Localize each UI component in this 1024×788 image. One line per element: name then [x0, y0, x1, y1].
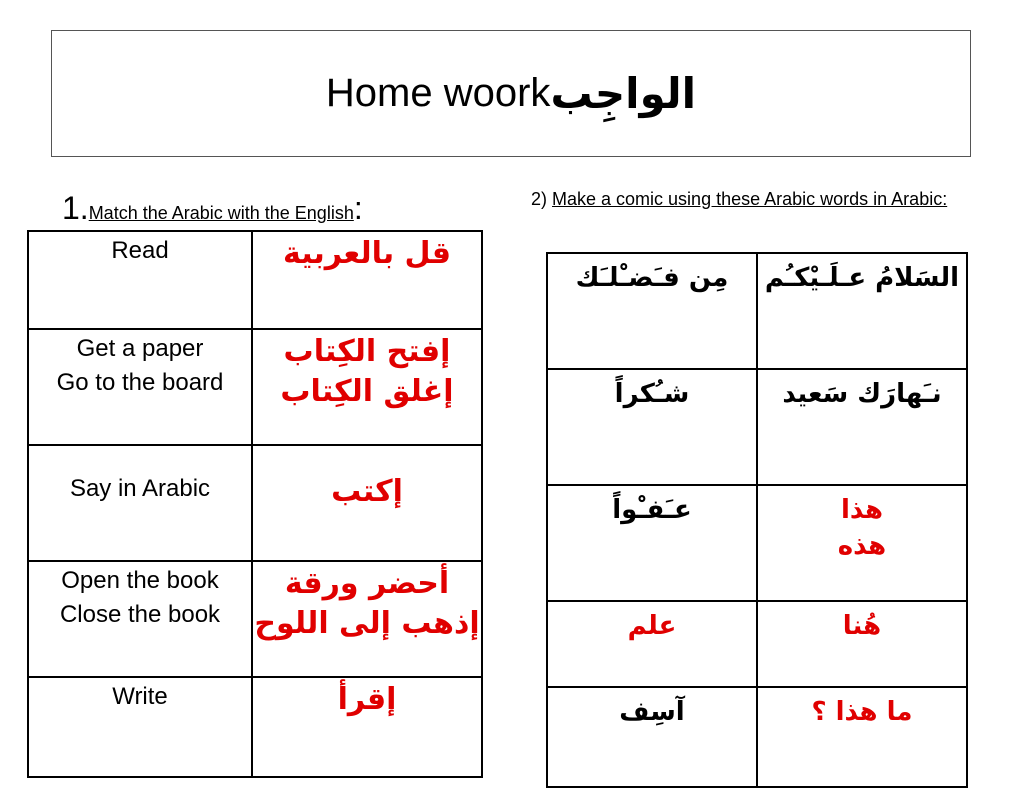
english-cell: [28, 231, 252, 329]
question-1-number: 1.: [62, 190, 89, 226]
word-cell-left: [547, 687, 757, 787]
table-row: [547, 687, 967, 787]
question-2-number: 2): [531, 189, 553, 209]
words-table: [546, 252, 968, 788]
arabic-line: إفتح الكِتاب: [283, 334, 451, 369]
title-box: [51, 30, 971, 157]
word-cell-right: [757, 369, 967, 485]
word-line: شـُكراً: [614, 379, 690, 409]
word-line: السَلامُ عـلَـيْكـُم: [764, 263, 960, 293]
english-cell: [28, 445, 252, 561]
word-line: هذه: [837, 531, 887, 561]
word-line: آسِف: [619, 697, 685, 727]
word-line: علم: [627, 611, 677, 641]
table-row: [547, 253, 967, 369]
english-line: Go to the board: [56, 369, 224, 396]
question-2-heading: [531, 186, 971, 212]
word-cell-left: [547, 485, 757, 601]
word-line: نـَهارَك سَعيد: [782, 379, 942, 409]
question-2-text: Make a comic using these Arabic words in Arabic:: [552, 189, 948, 209]
question-1-text: Match the Arabic with the English: [88, 203, 354, 223]
arabic-cell: [252, 329, 482, 445]
word-line: هذا: [841, 495, 883, 525]
table-row: [547, 369, 967, 485]
title-arabic: الواجِب: [550, 69, 697, 118]
arabic-line: قل بالعربية: [283, 236, 451, 271]
arabic-line: إقرأ: [337, 682, 397, 717]
arabic-cell: [252, 677, 482, 777]
table-row: [547, 601, 967, 687]
word-cell-left: [547, 253, 757, 369]
english-cell: [28, 329, 252, 445]
english-line: Close the book: [59, 601, 221, 628]
english-line: Read: [111, 237, 169, 264]
arabic-line: إغلق الكِتاب: [280, 374, 454, 409]
arabic-line: أحضر ورقة: [284, 566, 450, 601]
english-line: Open the book: [61, 567, 219, 594]
english-cell: [28, 677, 252, 777]
table-row: [28, 231, 482, 329]
word-cell-right: [757, 253, 967, 369]
title-english: Home woork: [325, 71, 551, 115]
arabic-line: إكتب: [331, 474, 403, 509]
table-row: [28, 329, 482, 445]
question-1-heading: [62, 190, 363, 227]
table-row: [28, 677, 482, 777]
word-line: هُنا: [842, 611, 882, 641]
word-cell-left: [547, 369, 757, 485]
english-line: Get a paper: [76, 335, 204, 362]
english-line: Say in Arabic: [69, 475, 211, 502]
arabic-cell: [252, 561, 482, 677]
word-line: عـَفـْواً: [612, 495, 692, 525]
word-line: ما هذا ؟: [811, 697, 913, 727]
english-line: Write: [112, 683, 168, 710]
match-table: [27, 230, 483, 778]
question-1-colon: :: [353, 190, 363, 226]
word-cell-right: [757, 687, 967, 787]
english-cell: [28, 561, 252, 677]
word-cell-left: [547, 601, 757, 687]
word-line: مِن فـَضـْلـَك: [575, 263, 729, 293]
table-row: [28, 561, 482, 677]
arabic-line: إذهب إلى اللوح: [254, 606, 480, 641]
table-row: [28, 445, 482, 561]
arabic-cell: [252, 231, 482, 329]
arabic-cell: [252, 445, 482, 561]
word-cell-right: [757, 601, 967, 687]
table-row: [547, 485, 967, 601]
word-cell-right: [757, 485, 967, 601]
